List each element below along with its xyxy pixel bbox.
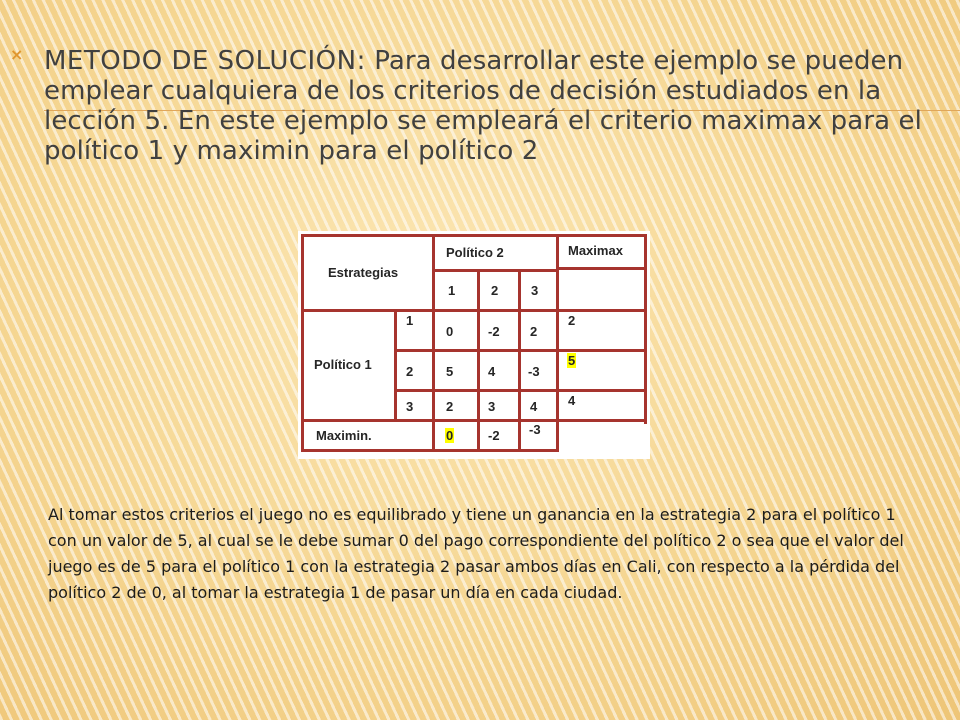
hline-header-bottom [301,309,647,312]
col-header-2: 2 [491,283,499,298]
header-estrategias: Estrategias [328,265,399,280]
hline-row3 [301,419,647,422]
col-header-1: 1 [448,283,456,298]
vline-index [394,309,397,422]
row2-value-2: 4 [488,364,496,379]
row1-value-2: -2 [488,324,500,339]
maximin-label: Maximin. [316,428,372,443]
vline-col3 [518,269,521,452]
slide-bullet-mark: × [10,45,24,64]
row1-maximax: 2 [568,313,576,328]
heading-text: Para desarrollar este ejemplo se pueden emplear cualquiera de los criterios de decisión estudiados en la lección 5. En este ejemplo se empleará el criterio maximax para el político 1 y maximin para el político 2 [44,46,922,166]
table-border-right [644,234,647,424]
row3-index: 3 [406,399,414,414]
vline-estrategias [432,234,435,452]
row2-value-1: 5 [446,364,454,379]
row3-maximax: 4 [568,393,576,408]
row2-maximax-highlighted: 5 [568,353,576,368]
row2-index: 2 [406,364,414,379]
row2-value-3: -3 [528,364,540,379]
hline-maximax [556,267,647,270]
conclusion-paragraph: Al tomar estos criterios el juego no es equilibrado y tiene un ganancia en la estrategia 2 para el político 1 con un valor de 5, al cual se le debe sumar 0 del pago correspondiente del político 2 o sea que el valor del juego es de 5 para el político 1 con la estrategia 2 pasar ambos días en Cali, con respecto a la pérdida del político 2 de 0, al tomar la estrategia 1 de pasar un día en cada ciudad. [48,505,904,602]
maximin-value-3: -3 [529,422,541,437]
row3-value-1: 2 [446,399,454,414]
table-border-top [301,234,647,237]
header-politico2: Político 2 [446,245,504,260]
vline-col2 [477,269,480,452]
row1-index: 1 [406,313,414,328]
hline-politico2 [432,269,556,272]
maximin-value-2: -2 [488,428,500,443]
maximin-value-1-highlighted: 0 [446,428,454,443]
payoff-table [298,231,650,459]
slide-heading [44,46,944,166]
row1-value-1: 0 [446,324,454,339]
row3-value-3: 4 [530,399,538,414]
row3-value-2: 3 [488,399,496,414]
row-label-politico1: Político 1 [314,357,372,372]
vline-maximax [556,234,559,452]
header-maximax: Maximax [568,243,623,258]
col-header-3: 3 [531,283,539,298]
heading-label: METODO DE SOLUCIÓN: [44,46,366,76]
row1-value-3: 2 [530,324,538,339]
